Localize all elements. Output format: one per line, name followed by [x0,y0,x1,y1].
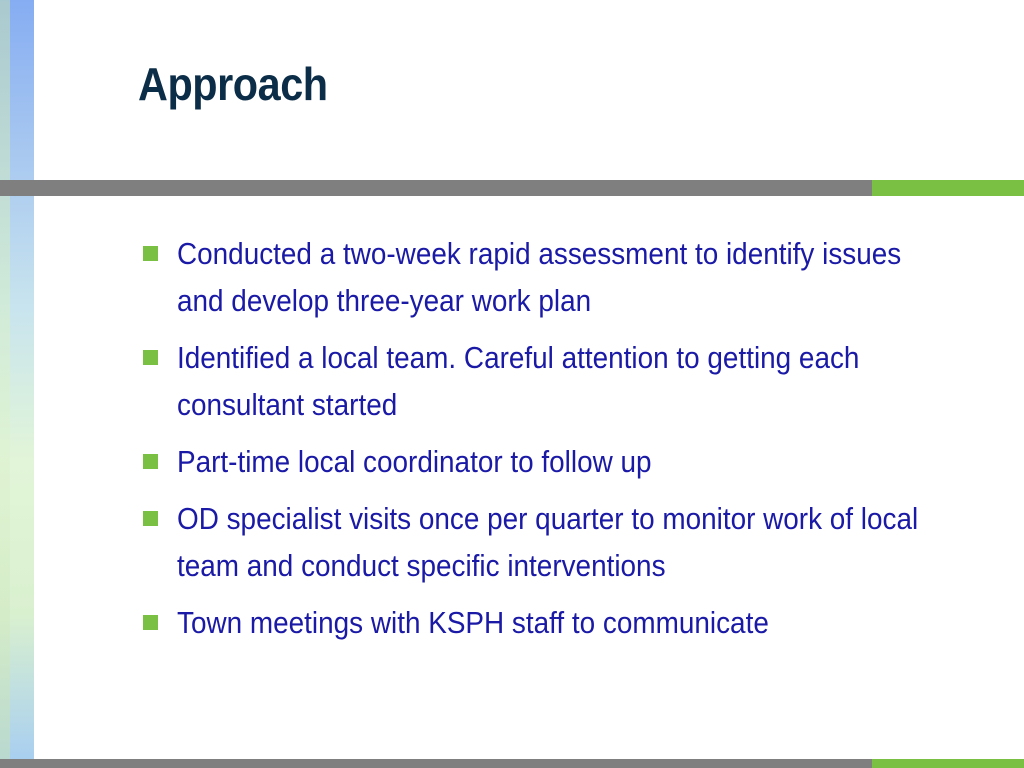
bullet-item [141,230,961,324]
square-bullet-icon [143,246,158,261]
footer-divider-gray [0,759,872,768]
bullet-item [141,334,961,428]
footer-divider-green [872,759,1024,768]
bullet-text: OD specialist visits once per quarter to monitor work of local team and conduct specific interventions [177,501,919,583]
square-bullet-icon [143,350,158,365]
bullet-item [141,599,961,646]
square-bullet-icon [143,615,158,630]
square-bullet-icon [143,454,158,469]
title-divider-green [872,180,1024,196]
bullet-text: Identified a local team. Careful attention to getting each consultant started [177,340,860,422]
square-bullet-icon [143,511,158,526]
left-gradient-bar [0,0,34,768]
bullet-text: Town meetings with KSPH staff to communicate [177,605,769,640]
bullet-item [141,495,961,589]
bullet-text: Part-time local coordinator to follow up [177,444,652,479]
bullet-item [141,438,961,485]
bullet-text: Conducted a two-week rapid assessment to identify issues and develop three-year work plan [177,236,902,318]
title-divider-gray [0,180,872,196]
bullet-list [141,230,961,656]
left-gradient-bar-inner [0,0,10,768]
slide-title: Approach [138,58,328,110]
